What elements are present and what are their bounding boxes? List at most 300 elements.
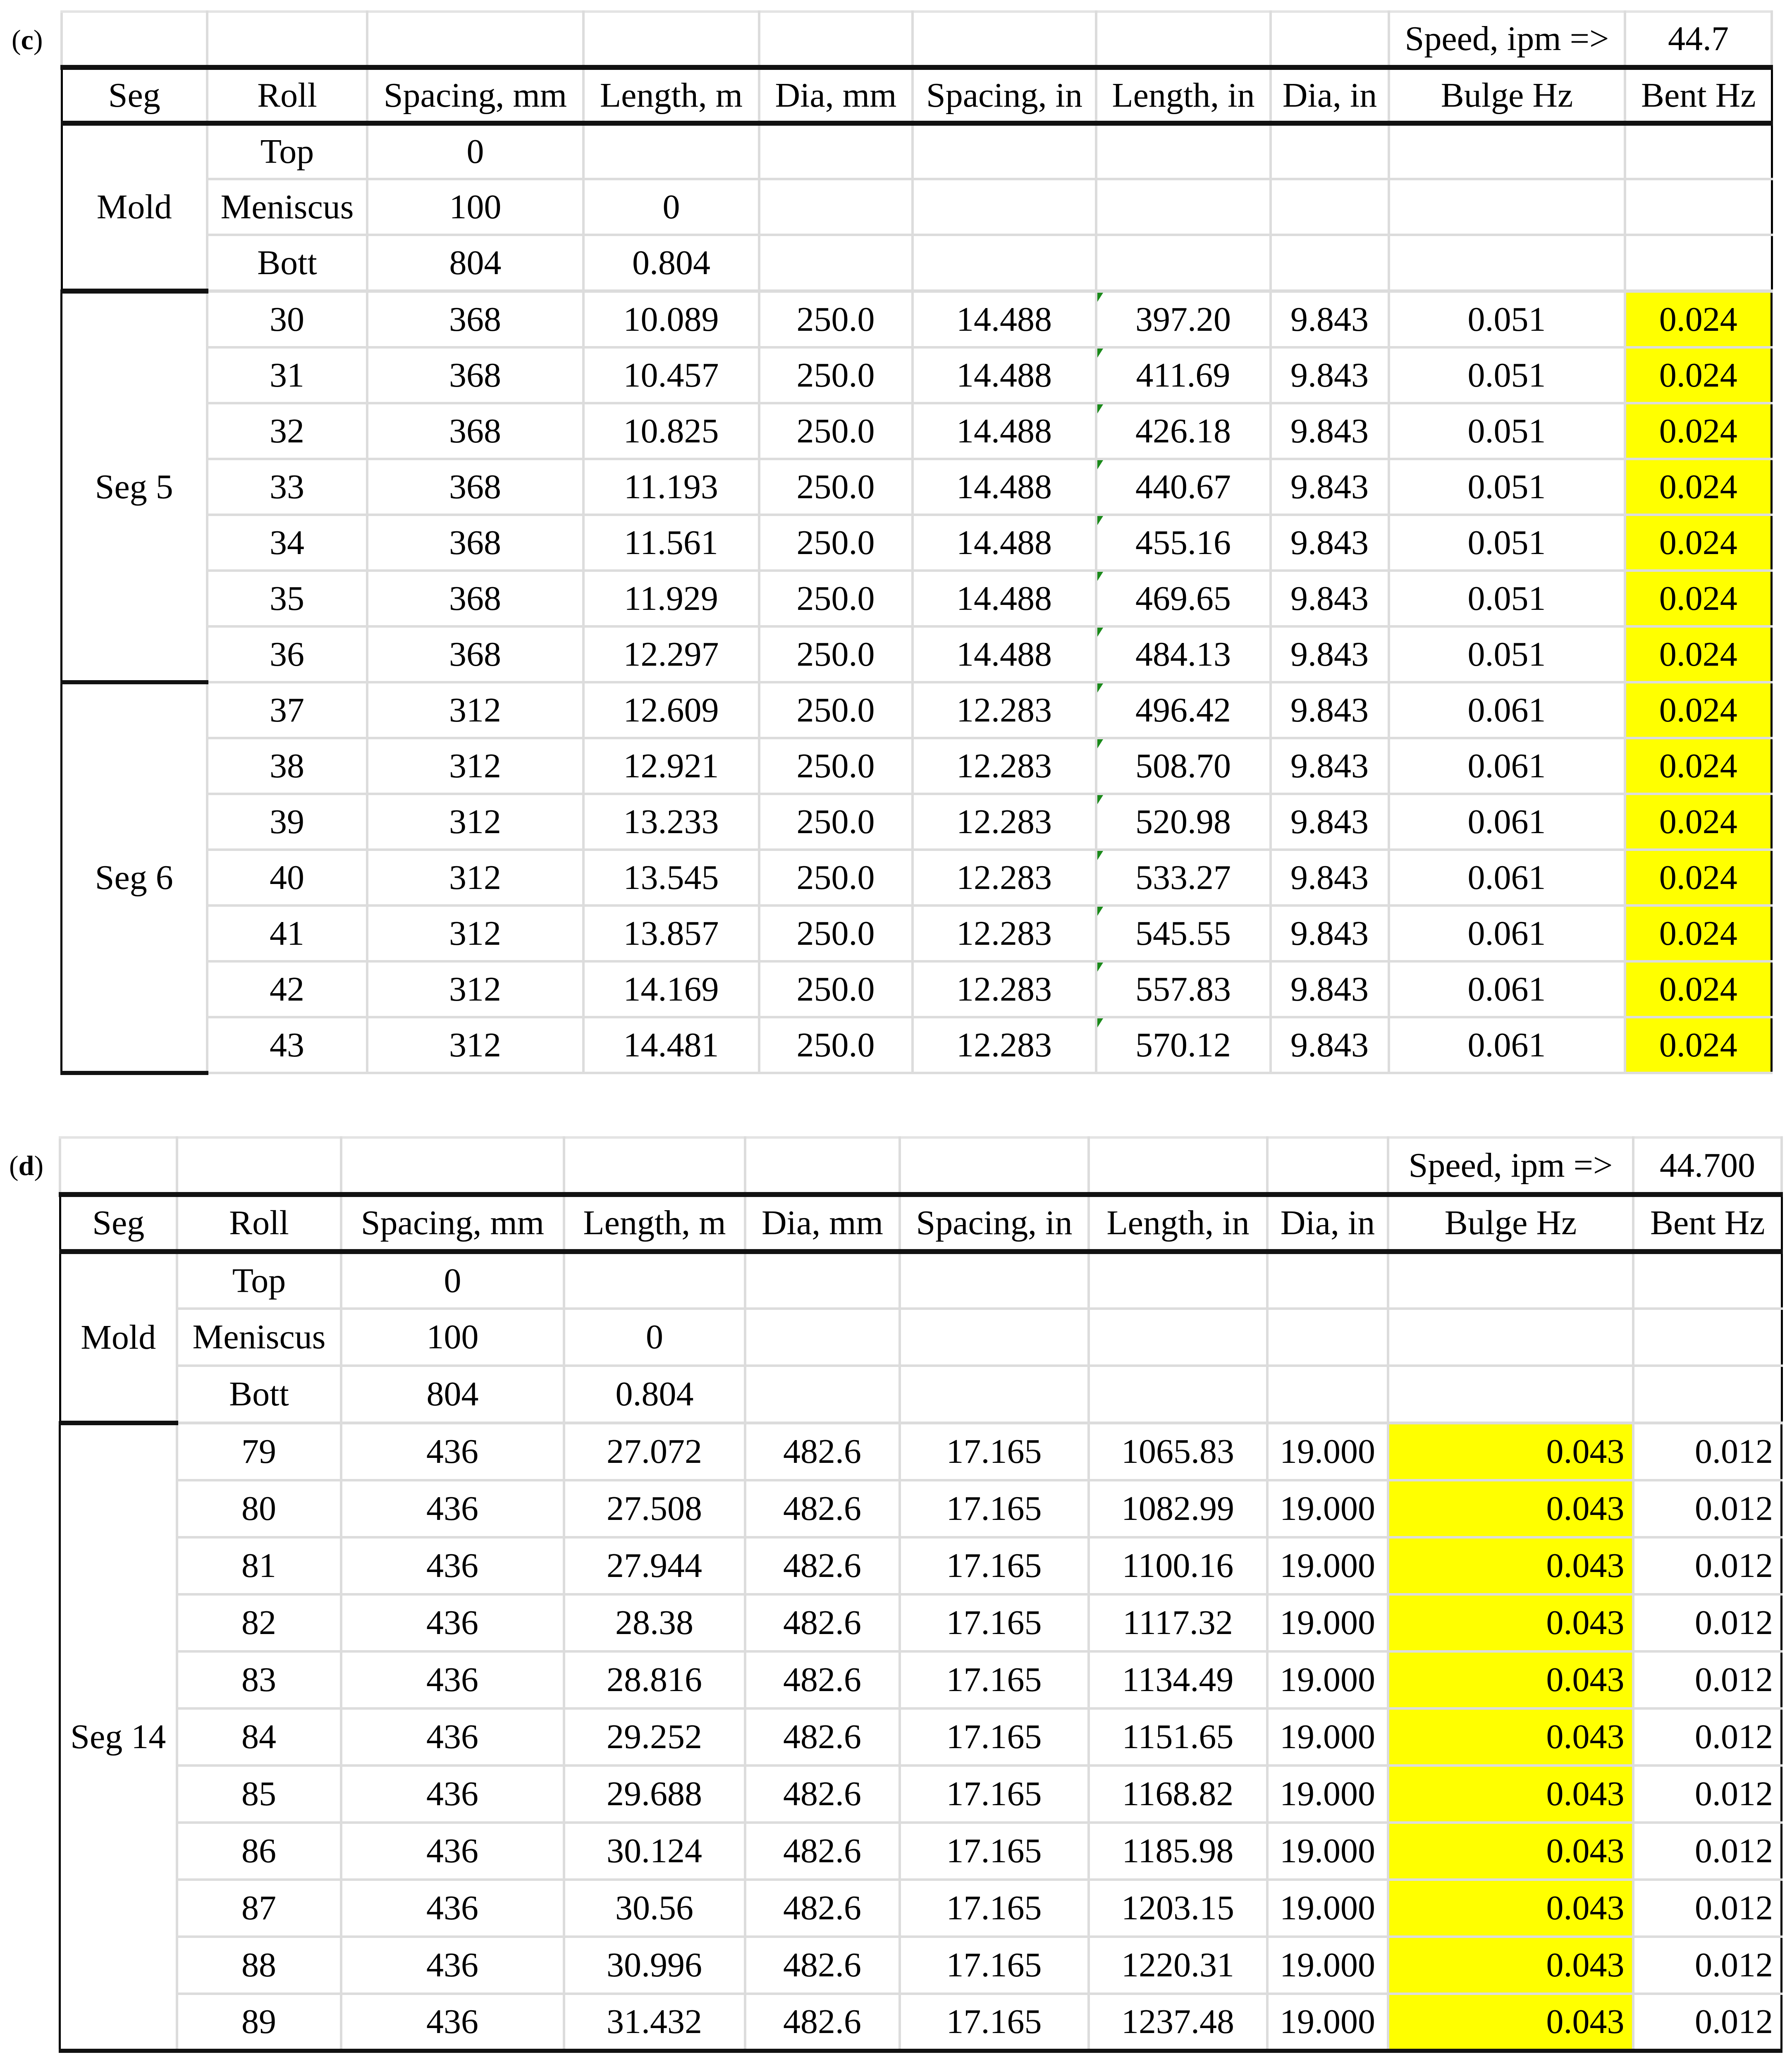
cell[interactable] [1096,235,1271,291]
spacing-in-cell[interactable] [900,1766,1089,1823]
spacing-in-cell[interactable] [900,1937,1089,1994]
spacing-in-cell[interactable] [913,403,1096,459]
spacing-in-cell[interactable] [913,347,1096,403]
header-spacing-mm[interactable]: Spacing, mm [341,1195,564,1252]
length-in-cell[interactable] [1089,1651,1267,1708]
bulge-hz-cell[interactable] [1389,961,1625,1017]
dia-mm-cell[interactable] [759,794,913,850]
cell[interactable] [900,1252,1089,1309]
roll-cell[interactable] [177,1480,341,1537]
spacing-in-cell[interactable] [913,1017,1096,1073]
cell[interactable] [1625,179,1772,235]
length-in-cell[interactable] [1089,1480,1267,1537]
dia-mm-cell[interactable] [745,1708,900,1766]
header-length-m[interactable]: Length, m [564,1195,745,1252]
length-in-cell[interactable] [1096,961,1271,1017]
cell[interactable] [1096,12,1271,67]
length-m-cell[interactable] [564,1994,745,2051]
dia-in-cell[interactable] [1271,459,1389,515]
cell[interactable] [367,12,583,67]
header-bent-hz[interactable]: Bent Hz [1633,1195,1782,1252]
spacing-in-cell[interactable] [900,1651,1089,1708]
cell[interactable] [759,235,913,291]
spacing-mm-cell[interactable] [367,403,583,459]
length-m-cell[interactable] [564,1823,745,1880]
cell[interactable] [564,1137,745,1195]
bent-hz-cell[interactable] [1625,738,1772,794]
dia-mm-cell[interactable] [745,1823,900,1880]
seg-mold[interactable]: Mold [62,123,207,291]
bulge-hz-cell[interactable] [1389,905,1625,961]
length-m-cell[interactable] [564,1880,745,1937]
length-m-cell[interactable] [583,682,759,738]
bulge-hz-cell[interactable] [1388,1651,1633,1708]
length-m-cell[interactable] [564,1594,745,1651]
bulge-hz-cell[interactable] [1388,1880,1633,1937]
spacing-mm-cell[interactable] [341,1708,564,1766]
bulge-hz-cell[interactable] [1389,794,1625,850]
length-m-cell[interactable]: 0.804 [564,1366,745,1423]
bulge-hz-cell[interactable] [1389,626,1625,682]
header-roll[interactable]: Roll [177,1195,341,1252]
length-m-cell[interactable] [564,1480,745,1537]
roll-cell[interactable] [177,1937,341,1994]
cell[interactable] [759,179,913,235]
cell[interactable] [1389,179,1625,235]
spacing-in-cell[interactable] [913,905,1096,961]
header-length-in[interactable]: Length, in [1096,67,1271,123]
spacing-mm-cell[interactable] [367,626,583,682]
header-dia-in[interactable]: Dia, in [1271,67,1389,123]
dia-mm-cell[interactable] [759,961,913,1017]
length-m-cell[interactable] [583,794,759,850]
bulge-hz-cell[interactable] [1389,515,1625,571]
length-in-cell[interactable] [1096,1017,1271,1073]
bent-hz-cell[interactable] [1625,1017,1772,1073]
spacing-mm-cell[interactable] [367,794,583,850]
length-in-cell[interactable] [1096,571,1271,626]
speed-label[interactable]: Speed, ipm => [1388,1137,1633,1195]
spacing-in-cell[interactable] [900,1823,1089,1880]
spacing-mm-cell[interactable]: 804 [341,1366,564,1423]
bent-hz-cell[interactable] [1625,459,1772,515]
length-in-cell[interactable] [1089,1594,1267,1651]
roll-cell[interactable] [207,905,367,961]
roll-cell[interactable] [207,682,367,738]
header-length-m[interactable]: Length, m [583,67,759,123]
bulge-hz-cell[interactable] [1389,682,1625,738]
cell[interactable] [177,1137,341,1195]
spacing-in-cell[interactable] [913,738,1096,794]
roll-cell[interactable] [177,1423,341,1480]
header-dia-mm[interactable]: Dia, mm [759,67,913,123]
bulge-hz-cell[interactable] [1389,291,1625,347]
speed-label[interactable]: Speed, ipm => [1389,12,1625,67]
dia-in-cell[interactable] [1271,347,1389,403]
spacing-in-cell[interactable] [913,682,1096,738]
bent-hz-cell[interactable] [1633,1651,1782,1708]
spacing-mm-cell[interactable] [367,459,583,515]
length-m-cell[interactable] [583,123,759,179]
spacing-in-cell[interactable] [913,850,1096,905]
bent-hz-cell[interactable] [1633,1423,1782,1480]
spacing-mm-cell[interactable]: 0 [367,123,583,179]
spacing-mm-cell[interactable] [367,1017,583,1073]
spacing-mm-cell[interactable] [341,1594,564,1651]
dia-mm-cell[interactable] [759,403,913,459]
bulge-hz-cell[interactable] [1388,1594,1633,1651]
cell[interactable] [1271,179,1389,235]
roll-cell[interactable] [177,1880,341,1937]
length-m-cell[interactable] [564,1937,745,1994]
length-m-cell[interactable] [583,850,759,905]
roll-cell[interactable] [207,961,367,1017]
length-in-cell[interactable] [1089,1708,1267,1766]
roll-cell[interactable]: Top [207,123,367,179]
bent-hz-cell[interactable] [1625,291,1772,347]
bent-hz-cell[interactable] [1633,1880,1782,1937]
cell[interactable] [1271,123,1389,179]
dia-mm-cell[interactable] [759,347,913,403]
bent-hz-cell[interactable] [1625,571,1772,626]
length-m-cell[interactable] [583,1017,759,1073]
cell[interactable] [900,1137,1089,1195]
roll-cell[interactable] [177,1823,341,1880]
bent-hz-cell[interactable] [1625,850,1772,905]
cell[interactable] [1089,1252,1267,1309]
roll-cell[interactable] [177,1594,341,1651]
header-bent-hz[interactable]: Bent Hz [1625,67,1772,123]
length-m-cell[interactable] [583,347,759,403]
spacing-in-cell[interactable] [900,1708,1089,1766]
spacing-mm-cell[interactable] [341,1823,564,1880]
dia-mm-cell[interactable] [745,1994,900,2051]
dia-in-cell[interactable] [1267,1480,1388,1537]
dia-mm-cell[interactable] [759,1017,913,1073]
cell[interactable] [207,12,367,67]
cell[interactable] [1633,1366,1782,1423]
header-spacing-mm[interactable]: Spacing, mm [367,67,583,123]
header-dia-in[interactable]: Dia, in [1267,1195,1388,1252]
spacing-in-cell[interactable] [900,1423,1089,1480]
dia-in-cell[interactable] [1271,515,1389,571]
seg-label[interactable]: Seg 14 [60,1423,177,2051]
length-m-cell[interactable] [564,1537,745,1594]
bent-hz-cell[interactable] [1633,1937,1782,1994]
cell[interactable] [1267,1309,1388,1366]
dia-in-cell[interactable] [1267,1766,1388,1823]
dia-mm-cell[interactable] [759,571,913,626]
dia-in-cell[interactable] [1267,1651,1388,1708]
spacing-mm-cell[interactable] [367,291,583,347]
dia-mm-cell[interactable] [759,515,913,571]
header-length-in[interactable]: Length, in [1089,1195,1267,1252]
bulge-hz-cell[interactable] [1388,1423,1633,1480]
length-in-cell[interactable] [1089,1823,1267,1880]
length-in-cell[interactable] [1096,403,1271,459]
length-m-cell[interactable] [583,961,759,1017]
length-m-cell[interactable] [564,1651,745,1708]
roll-cell[interactable] [207,291,367,347]
bent-hz-cell[interactable] [1625,515,1772,571]
dia-mm-cell[interactable] [745,1651,900,1708]
bent-hz-cell[interactable] [1625,905,1772,961]
dia-in-cell[interactable] [1267,1823,1388,1880]
bulge-hz-cell[interactable] [1389,459,1625,515]
cell[interactable] [1625,123,1772,179]
length-in-cell[interactable] [1096,850,1271,905]
spacing-mm-cell[interactable]: 0 [341,1252,564,1309]
spacing-mm-cell[interactable] [341,1651,564,1708]
bent-hz-cell[interactable] [1633,1537,1782,1594]
bent-hz-cell[interactable] [1633,1994,1782,2051]
dia-in-cell[interactable] [1271,682,1389,738]
bent-hz-cell[interactable] [1625,347,1772,403]
length-m-cell[interactable]: 0 [564,1309,745,1366]
length-in-cell[interactable] [1089,1423,1267,1480]
roll-cell[interactable] [207,571,367,626]
cell[interactable] [745,1137,900,1195]
spacing-mm-cell[interactable] [341,1994,564,2051]
spacing-in-cell[interactable] [900,1880,1089,1937]
speed-value[interactable]: 44.7 [1625,12,1772,67]
spacing-mm-cell[interactable] [367,347,583,403]
spacing-in-cell[interactable] [900,1594,1089,1651]
seg-label[interactable]: Seg 5 [62,291,207,682]
cell[interactable] [745,1309,900,1366]
bent-hz-cell[interactable] [1633,1766,1782,1823]
length-m-cell[interactable] [564,1766,745,1823]
bulge-hz-cell[interactable] [1389,571,1625,626]
length-in-cell[interactable] [1096,794,1271,850]
cell[interactable] [1096,179,1271,235]
spacing-in-cell[interactable] [913,626,1096,682]
roll-cell[interactable] [207,794,367,850]
length-in-cell[interactable] [1089,1994,1267,2051]
header-spacing-in[interactable]: Spacing, in [913,67,1096,123]
spacing-mm-cell[interactable] [341,1537,564,1594]
cell[interactable] [1089,1366,1267,1423]
dia-mm-cell[interactable] [745,1537,900,1594]
dia-in-cell[interactable] [1267,1594,1388,1651]
bulge-hz-cell[interactable] [1388,1766,1633,1823]
length-m-cell[interactable] [583,626,759,682]
cell[interactable] [1625,235,1772,291]
cell[interactable] [1633,1309,1782,1366]
bent-hz-cell[interactable] [1633,1594,1782,1651]
cell[interactable] [1633,1252,1782,1309]
bent-hz-cell[interactable] [1625,794,1772,850]
dia-mm-cell[interactable] [759,905,913,961]
dia-in-cell[interactable] [1267,1537,1388,1594]
cell[interactable] [1389,123,1625,179]
cell[interactable] [759,123,913,179]
length-m-cell[interactable] [583,291,759,347]
cell[interactable] [913,235,1096,291]
roll-cell[interactable]: Top [177,1252,341,1309]
header-bulge-hz[interactable]: Bulge Hz [1388,1195,1633,1252]
bulge-hz-cell[interactable] [1389,850,1625,905]
spacing-mm-cell[interactable] [341,1937,564,1994]
dia-in-cell[interactable] [1271,403,1389,459]
bulge-hz-cell[interactable] [1388,1480,1633,1537]
dia-mm-cell[interactable] [745,1594,900,1651]
seg-label[interactable]: Seg 6 [62,682,207,1073]
spacing-mm-cell[interactable] [367,850,583,905]
bulge-hz-cell[interactable] [1389,403,1625,459]
cell[interactable] [1388,1309,1633,1366]
length-in-cell[interactable] [1089,1937,1267,1994]
spacing-mm-cell[interactable] [367,905,583,961]
cell[interactable] [1271,12,1389,67]
spacing-mm-cell[interactable]: 804 [367,235,583,291]
roll-cell[interactable] [207,459,367,515]
roll-cell[interactable] [177,1537,341,1594]
length-m-cell[interactable] [583,459,759,515]
dia-in-cell[interactable] [1271,738,1389,794]
cell[interactable] [913,123,1096,179]
cell[interactable] [341,1137,564,1195]
cell[interactable] [745,1366,900,1423]
speed-value[interactable]: 44.700 [1633,1137,1782,1195]
roll-cell[interactable] [207,850,367,905]
dia-in-cell[interactable] [1271,905,1389,961]
bent-hz-cell[interactable] [1633,1823,1782,1880]
dia-in-cell[interactable] [1267,1937,1388,1994]
bulge-hz-cell[interactable] [1388,1937,1633,1994]
bent-hz-cell[interactable] [1625,403,1772,459]
length-in-cell[interactable] [1096,626,1271,682]
dia-in-cell[interactable] [1267,1423,1388,1480]
spacing-mm-cell[interactable] [341,1766,564,1823]
roll-cell[interactable] [207,626,367,682]
cell[interactable] [1271,235,1389,291]
roll-cell[interactable] [207,1017,367,1073]
roll-cell[interactable]: Bott [177,1366,341,1423]
dia-in-cell[interactable] [1271,291,1389,347]
bent-hz-cell[interactable] [1625,682,1772,738]
cell[interactable] [1389,235,1625,291]
dia-mm-cell[interactable] [759,738,913,794]
cell[interactable] [1267,1137,1388,1195]
bent-hz-cell[interactable] [1633,1708,1782,1766]
spacing-in-cell[interactable] [913,515,1096,571]
length-m-cell[interactable] [564,1708,745,1766]
spacing-in-cell[interactable] [900,1994,1089,2051]
roll-cell[interactable] [207,403,367,459]
length-m-cell[interactable] [583,905,759,961]
cell[interactable] [1089,1137,1267,1195]
dia-mm-cell[interactable] [745,1423,900,1480]
length-in-cell[interactable] [1096,515,1271,571]
roll-cell[interactable] [177,1766,341,1823]
length-m-cell[interactable] [583,571,759,626]
spacing-in-cell[interactable] [913,571,1096,626]
bulge-hz-cell[interactable] [1388,1708,1633,1766]
bulge-hz-cell[interactable] [1389,738,1625,794]
dia-in-cell[interactable] [1271,961,1389,1017]
length-m-cell[interactable] [564,1423,745,1480]
cell[interactable] [745,1252,900,1309]
length-m-cell[interactable] [583,738,759,794]
dia-mm-cell[interactable] [745,1766,900,1823]
seg-mold[interactable]: Mold [60,1252,177,1423]
bent-hz-cell[interactable] [1633,1480,1782,1537]
cell[interactable] [60,1137,177,1195]
dia-in-cell[interactable] [1267,1994,1388,2051]
bulge-hz-cell[interactable] [1388,1994,1633,2051]
spacing-mm-cell[interactable] [341,1480,564,1537]
spacing-mm-cell[interactable]: 100 [367,179,583,235]
spacing-mm-cell[interactable]: 100 [341,1309,564,1366]
bent-hz-cell[interactable] [1625,626,1772,682]
cell[interactable] [62,12,207,67]
dia-in-cell[interactable] [1271,794,1389,850]
length-in-cell[interactable] [1089,1766,1267,1823]
roll-cell[interactable] [177,1651,341,1708]
dia-in-cell[interactable] [1271,626,1389,682]
cell[interactable] [900,1309,1089,1366]
length-m-cell[interactable] [583,403,759,459]
spacing-in-cell[interactable] [913,961,1096,1017]
dia-in-cell[interactable] [1271,571,1389,626]
dia-mm-cell[interactable] [759,850,913,905]
spacing-mm-cell[interactable] [367,738,583,794]
roll-cell[interactable]: Bott [207,235,367,291]
length-in-cell[interactable] [1096,291,1271,347]
length-in-cell[interactable] [1096,347,1271,403]
cell[interactable] [1096,123,1271,179]
spacing-mm-cell[interactable] [341,1423,564,1480]
cell[interactable] [1388,1366,1633,1423]
roll-cell[interactable] [207,515,367,571]
spacing-mm-cell[interactable] [367,515,583,571]
cell[interactable] [1267,1366,1388,1423]
length-in-cell[interactable] [1096,682,1271,738]
bulge-hz-cell[interactable] [1389,347,1625,403]
cell[interactable] [1089,1309,1267,1366]
cell[interactable] [1267,1252,1388,1309]
header-dia-mm[interactable]: Dia, mm [745,1195,900,1252]
cell[interactable] [1388,1252,1633,1309]
spacing-mm-cell[interactable] [367,961,583,1017]
dia-in-cell[interactable] [1271,850,1389,905]
length-in-cell[interactable] [1096,459,1271,515]
header-seg[interactable]: Seg [60,1195,177,1252]
roll-cell[interactable] [177,1708,341,1766]
bulge-hz-cell[interactable] [1389,1017,1625,1073]
roll-cell[interactable] [207,347,367,403]
dia-in-cell[interactable] [1267,1708,1388,1766]
length-m-cell[interactable] [564,1252,745,1309]
length-m-cell[interactable] [583,515,759,571]
bulge-hz-cell[interactable] [1388,1823,1633,1880]
cell[interactable] [913,12,1096,67]
length-in-cell[interactable] [1089,1537,1267,1594]
spacing-in-cell[interactable] [913,794,1096,850]
spacing-in-cell[interactable] [900,1537,1089,1594]
spacing-in-cell[interactable] [913,291,1096,347]
length-in-cell[interactable] [1096,738,1271,794]
dia-in-cell[interactable] [1271,1017,1389,1073]
spacing-mm-cell[interactable] [367,682,583,738]
spacing-mm-cell[interactable] [367,571,583,626]
spacing-mm-cell[interactable] [341,1880,564,1937]
header-spacing-in[interactable]: Spacing, in [900,1195,1089,1252]
dia-mm-cell[interactable] [759,291,913,347]
dia-mm-cell[interactable] [759,682,913,738]
roll-cell[interactable] [177,1994,341,2051]
